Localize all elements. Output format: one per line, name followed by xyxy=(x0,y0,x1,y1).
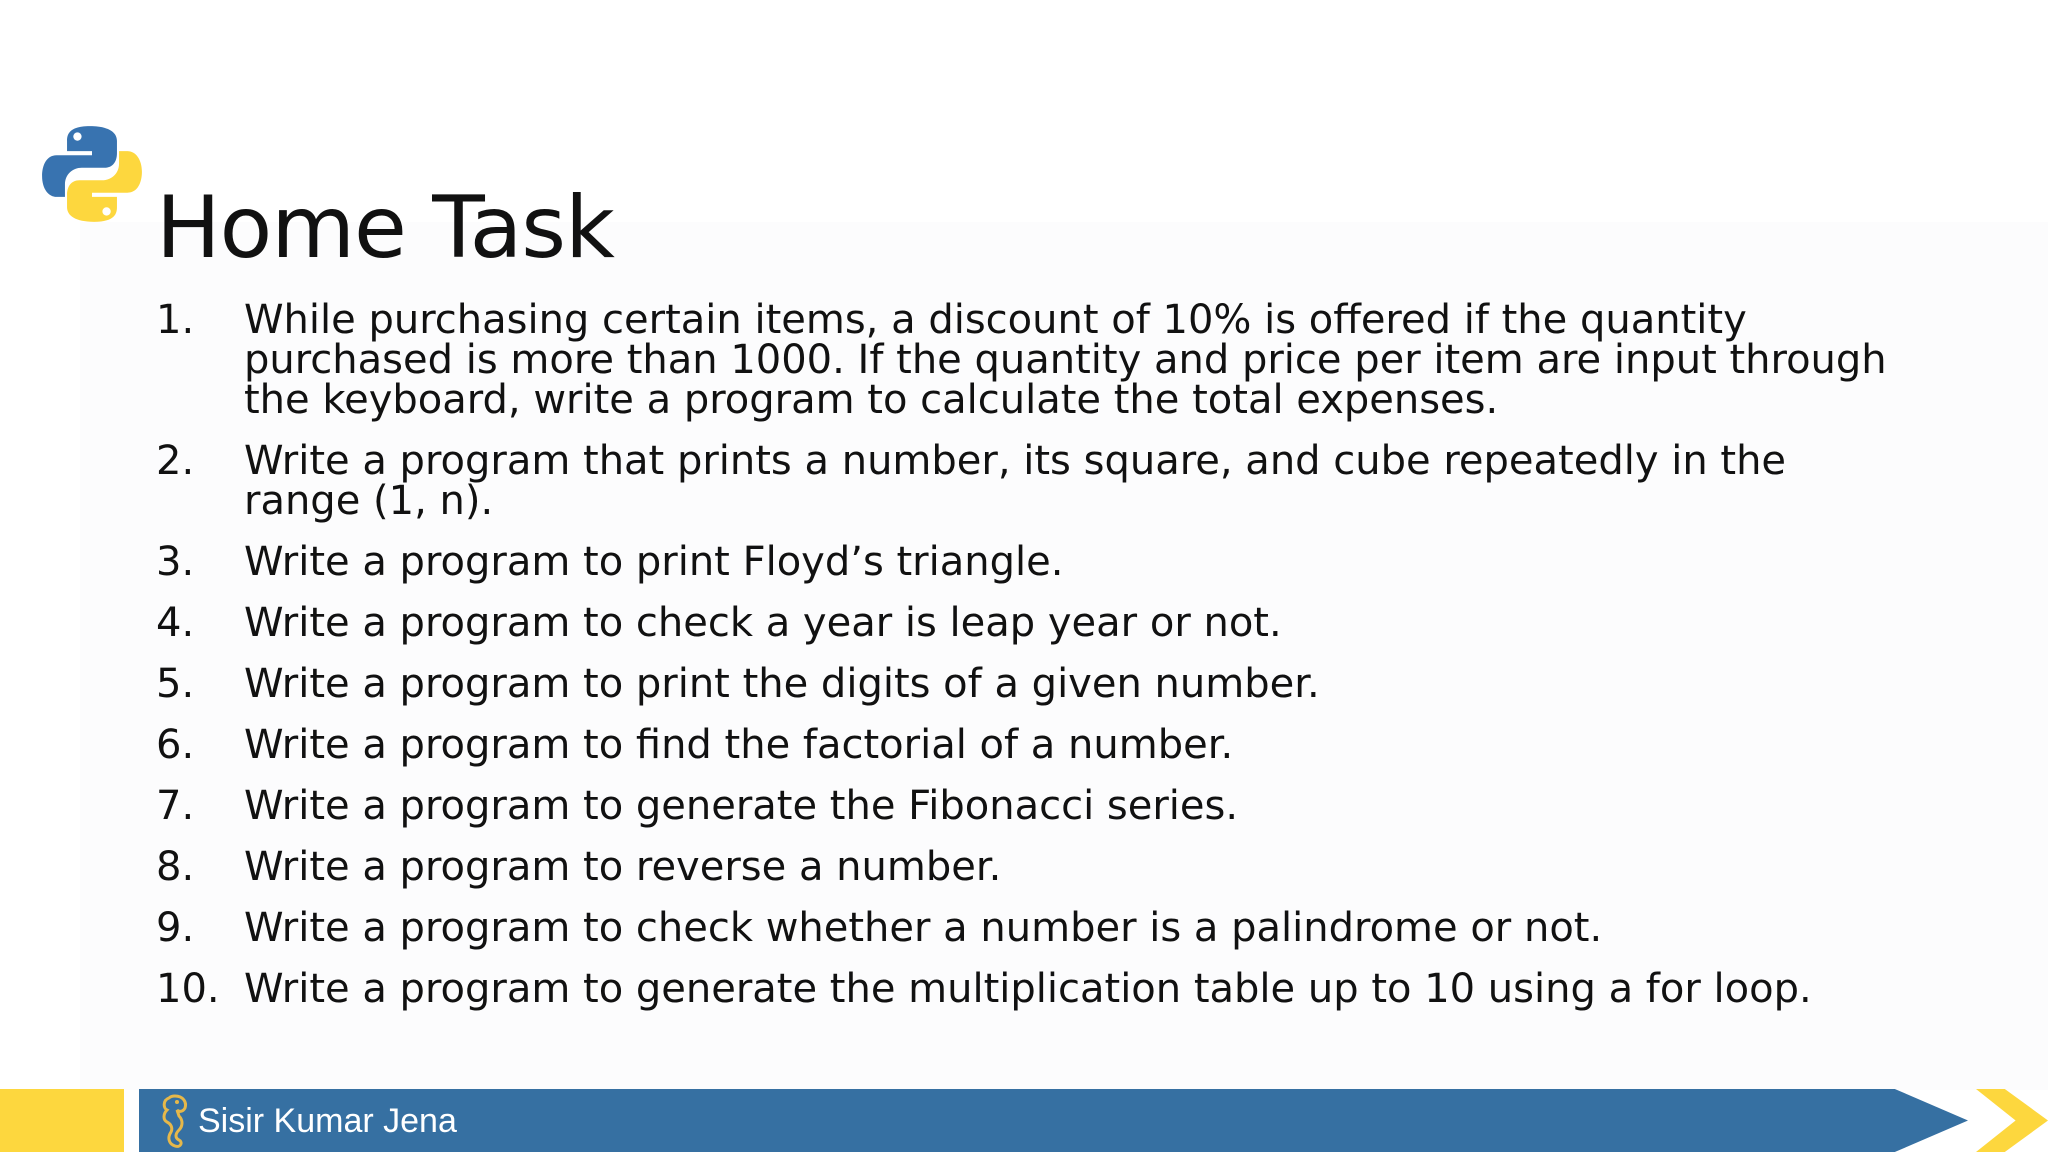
task-text: Write a program to reverse a number. xyxy=(244,844,1002,890)
task-text: Write a program to find the factorial of a number. xyxy=(244,722,1234,768)
task-number: 2. xyxy=(156,438,195,484)
task-number: 10. xyxy=(156,966,220,1012)
task-number: 8. xyxy=(156,844,195,890)
task-text: Write a program to check a year is leap year or not. xyxy=(244,600,1282,646)
task-number: 6. xyxy=(156,722,195,768)
list-item xyxy=(156,966,1896,1012)
list-item xyxy=(156,297,1896,423)
page-title: Home Task xyxy=(156,177,614,278)
footer-accent-block xyxy=(0,1089,124,1152)
task-text: Write a program to check whether a number is a palindrome or not. xyxy=(244,905,1603,951)
list-item xyxy=(156,783,1896,829)
task-number: 1. xyxy=(156,297,195,343)
task-text: Write a program to generate the multiplication table up to 10 using a for loop. xyxy=(244,966,1812,1012)
task-number: 5. xyxy=(156,661,195,707)
footer-chevron-icon xyxy=(1976,1089,2048,1152)
task-text: While purchasing certain items, a discount of 10% is offered if the quantity purchased is more than 1000. If the quantity and price per item are input through the keyboard, write a program to calculate the total expenses. xyxy=(244,297,1887,423)
list-item xyxy=(156,600,1896,646)
list-item xyxy=(156,722,1896,768)
list-item xyxy=(156,539,1896,585)
task-number: 9. xyxy=(156,905,195,951)
python-logo-icon xyxy=(40,122,144,226)
task-text: Write a program to generate the Fibonacci series. xyxy=(244,783,1239,829)
task-list xyxy=(156,297,1896,1030)
task-text: Write a program that prints a number, its square, and cube repeatedly in the range (1, n). xyxy=(244,438,1787,524)
task-text: Write a program to print Floyd’s triangle. xyxy=(244,539,1064,585)
task-number: 3. xyxy=(156,539,195,585)
seahorse-logo-icon xyxy=(155,1092,191,1150)
task-text: Write a program to print the digits of a given number. xyxy=(244,661,1320,707)
task-number: 7. xyxy=(156,783,195,829)
footer-author: Sisir Kumar Jena xyxy=(198,1102,457,1140)
list-item xyxy=(156,905,1896,951)
task-number: 4. xyxy=(156,600,195,646)
list-item xyxy=(156,661,1896,707)
list-item xyxy=(156,844,1896,890)
list-item xyxy=(156,438,1896,524)
